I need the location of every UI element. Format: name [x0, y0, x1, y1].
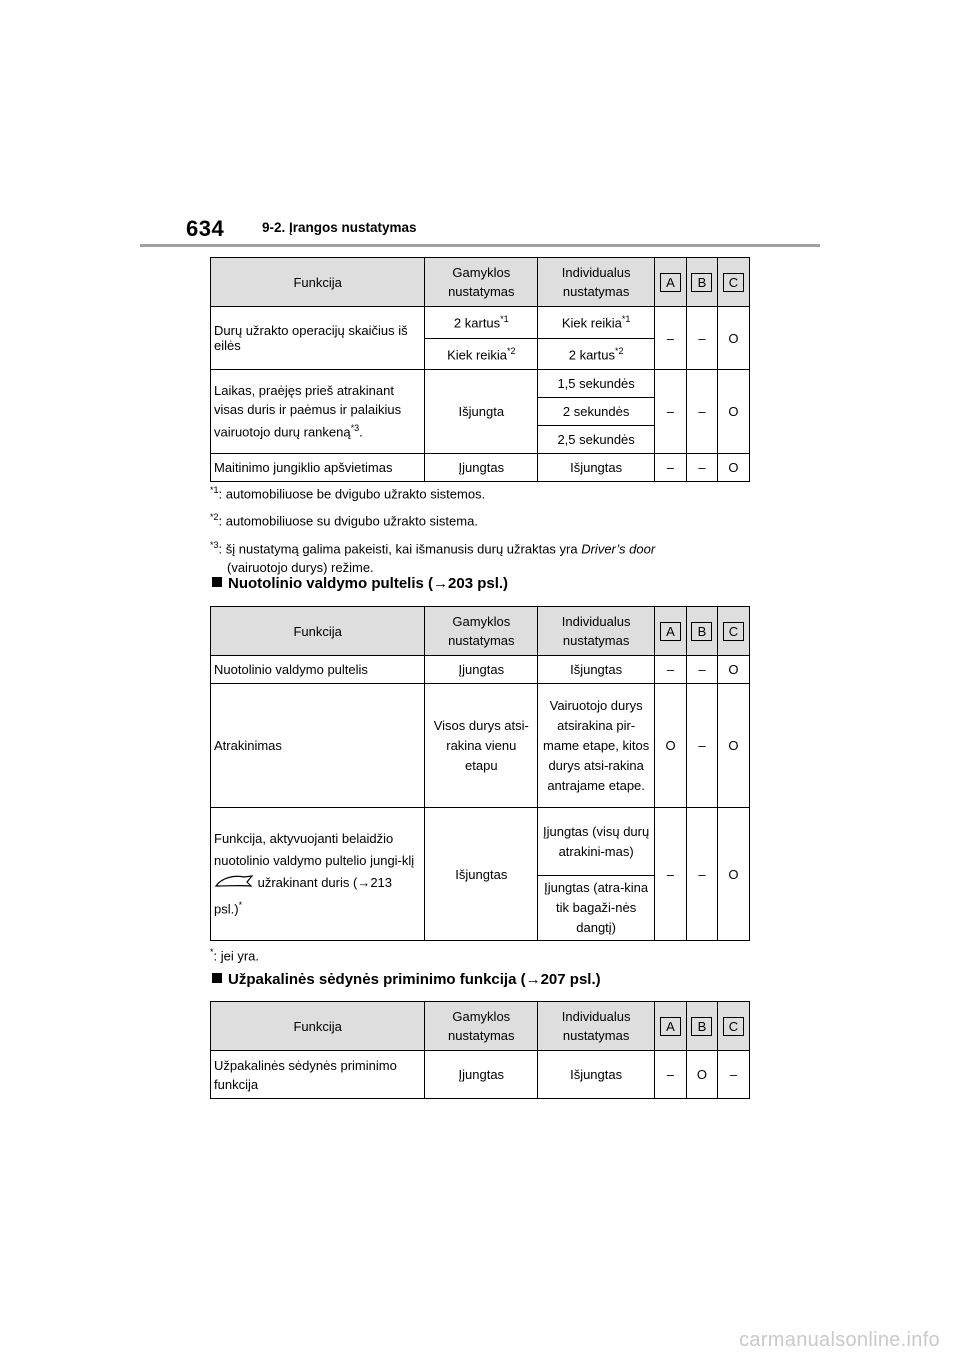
col-a-value: – — [655, 1051, 687, 1099]
custom-value: Išjungtas — [538, 656, 655, 684]
factory-value: Įjungtas — [425, 1051, 538, 1099]
col-b-box: B — [691, 622, 712, 641]
col-b — [686, 1002, 717, 1051]
row-label: Funkcija, aktyvuojanti belaidžio nuotolinio valdymo pultelio jungi-klį užrakinant duris (→213 psl.)* — [211, 808, 425, 941]
custom-value: 2 kartus$^{*2}$ — [538, 339, 655, 370]
factory-value: Kiek reikia$^{*2}$ — [425, 339, 538, 370]
col-a-value: O — [655, 684, 687, 808]
col-c-value: O — [717, 656, 749, 684]
custom-value: Išjungtas — [538, 1051, 655, 1099]
footnote-table2: *: jei yra. — [210, 947, 260, 964]
factory-value: Išjungta — [425, 370, 538, 454]
section-heading-remote: Nuotolinio valdymo pultelis (→203 psl.) — [212, 575, 508, 592]
col-a-value: – — [655, 307, 687, 370]
col-a-box: A — [660, 1017, 681, 1036]
col-factory: Gamyklos nustatymas — [425, 258, 538, 307]
row-label: Maitinimo jungiklio apšvietimas — [211, 454, 425, 482]
col-c-value: – — [717, 1051, 749, 1099]
custom-value: Išjungtas — [538, 454, 655, 482]
table-row — [211, 808, 750, 876]
table-row — [211, 1051, 750, 1099]
table-row — [211, 454, 750, 482]
col-function: Funkcija — [211, 607, 425, 656]
col-b-box: B — [691, 1017, 712, 1036]
col-c-value: O — [717, 684, 749, 808]
factory-value: 2 kartus$^{*1}$ — [425, 307, 538, 339]
col-factory: Gamyklos nustatymas — [425, 1002, 538, 1051]
col-a — [655, 1002, 687, 1051]
col-b-value: – — [687, 454, 718, 482]
row-label: Durų užrakto operacijų skaičius iš eilės — [211, 307, 425, 370]
factory-value: Visos durys atsi-rakina vienu etapu — [425, 684, 538, 808]
factory-value: Įjungtas — [425, 656, 538, 684]
header-rule — [140, 244, 820, 247]
table-row — [211, 684, 750, 808]
key-fob-icon — [214, 874, 254, 890]
table-row — [211, 307, 750, 339]
col-c-box: C — [723, 273, 744, 292]
col-c-box: C — [723, 1017, 744, 1036]
section-heading-rear-seat: Užpakalinės sėdynės priminimo funkcija (→207 psl.) — [212, 971, 601, 988]
col-c-value: O — [717, 307, 749, 370]
col-custom: Individualus nustatymas — [538, 1002, 655, 1051]
col-b-value: – — [687, 307, 718, 370]
col-a-value: – — [655, 808, 687, 941]
row-label: Nuotolinio valdymo pultelis — [211, 656, 425, 684]
row-label: Užpakalinės sėdynės priminimo funkcija — [211, 1051, 425, 1099]
custom-option: Įjungtas (atra-kina tik bagaži-nės dangtį) — [538, 876, 655, 941]
settings-table-remote — [210, 606, 750, 941]
settings-table-door-lock — [210, 257, 750, 482]
col-a-box: A — [660, 273, 681, 292]
table-row — [211, 656, 750, 684]
custom-value: Vairuotojo durys atsirakina pir-mame etape, kitos durys atsi-rakina antrajame etape. — [538, 684, 655, 808]
row-label: Atrakinimas — [211, 684, 425, 808]
footnotes-table1 — [210, 481, 750, 577]
col-b-value: – — [687, 656, 718, 684]
col-a-box: A — [660, 622, 681, 641]
settings-table-rear-seat — [210, 1001, 750, 1099]
custom-option: 2,5 sekundės — [538, 426, 655, 454]
col-c-box: C — [723, 622, 744, 641]
watermark: carmanualsonline.info — [739, 1329, 940, 1351]
bullet-square-icon — [212, 577, 222, 587]
col-c — [717, 258, 749, 307]
col-function: Funkcija — [211, 1002, 425, 1051]
col-c-value: O — [717, 808, 749, 941]
col-function: Funkcija — [211, 258, 425, 307]
col-custom: Individualus nustatymas — [538, 607, 655, 656]
col-c — [717, 607, 749, 656]
col-b — [687, 258, 718, 307]
row-label: Laikas, praėjęs prieš atrakinant visas duris ir paėmus ir palaikius vairuotojo durų rankeną$^{*3}$. — [211, 370, 425, 454]
table-header-row — [211, 1002, 750, 1051]
col-b-value: – — [687, 370, 718, 454]
footnote-3: $^{*3}$: šį nustatymą galima pakeisti, kai išmanusis durų užraktas yra Driver’s door (vairuotojo durys) režime. — [210, 539, 656, 575]
col-a-value: – — [655, 370, 687, 454]
col-b-box: B — [691, 273, 712, 292]
factory-value: Įjungtas — [425, 454, 538, 482]
factory-value: Išjungtas — [425, 808, 538, 941]
col-b-value: – — [687, 684, 718, 808]
col-c — [717, 1002, 749, 1051]
col-a — [655, 607, 687, 656]
custom-option: 2 sekundės — [538, 398, 655, 426]
col-b — [687, 607, 718, 656]
footnote-2: $^{*2}$: automobiliuose su dvigubo užrakto sistema. — [210, 512, 478, 529]
bullet-square-icon — [212, 973, 222, 983]
col-custom: Individualus nustatymas — [538, 258, 655, 307]
col-a-value: – — [655, 454, 687, 482]
table-header-row — [211, 258, 750, 307]
col-c-value: O — [717, 454, 749, 482]
section-title: 9-2. Įrangos nustatymas — [262, 220, 417, 235]
custom-option: 1,5 sekundės — [538, 370, 655, 398]
page-number: 634 — [186, 216, 225, 241]
col-a-value: – — [655, 656, 687, 684]
custom-option: Įjungtas (visų durų atrakini-mas) — [538, 808, 655, 876]
col-a — [655, 258, 687, 307]
col-b-value: – — [687, 808, 718, 941]
col-factory: Gamyklos nustatymas — [425, 607, 538, 656]
custom-value: Kiek reikia$^{*1}$ — [538, 307, 655, 339]
footnote-1: $^{*1}$: automobiliuose be dvigubo užrakto sistemos. — [210, 485, 486, 502]
col-c-value: O — [717, 370, 749, 454]
col-b-value: O — [686, 1051, 717, 1099]
table-header-row — [211, 607, 750, 656]
table-row — [211, 370, 750, 398]
